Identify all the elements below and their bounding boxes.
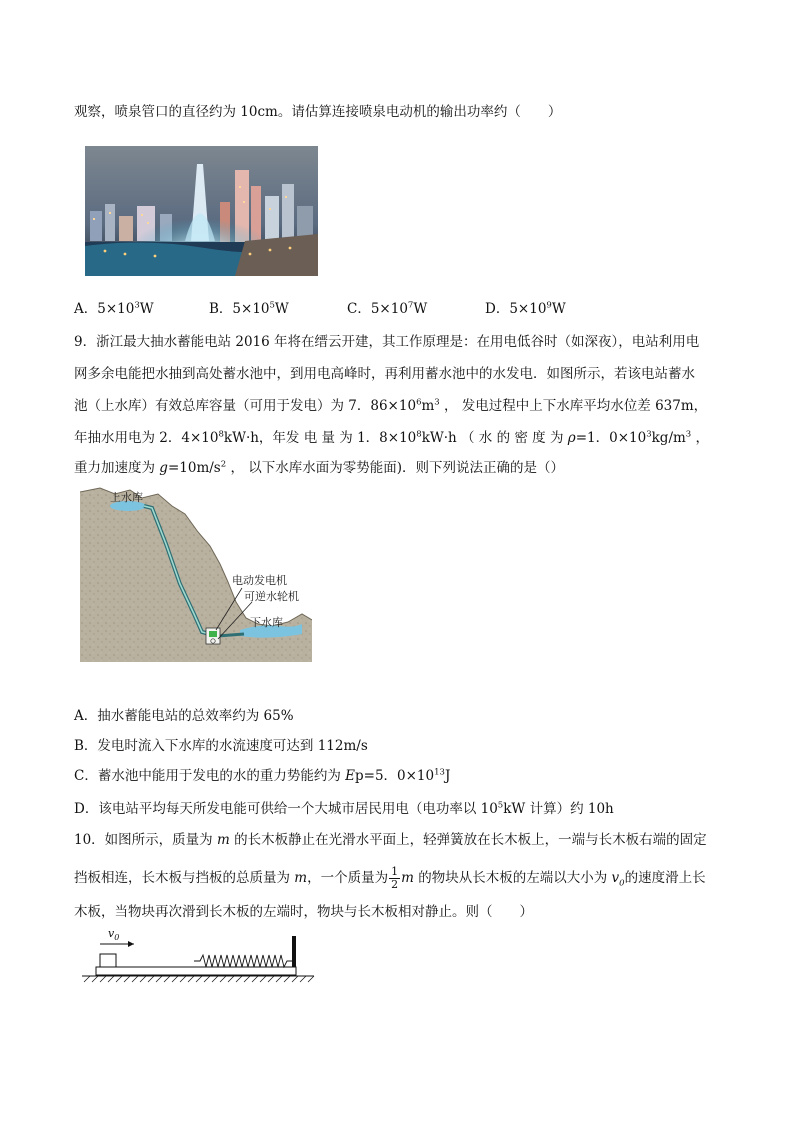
q8-option-c[interactable]: C．$5\times 10^7W$ (347, 300, 428, 317)
q9-option-a[interactable]: A．抽水蓄能电站的总效率约为 65% (74, 708, 294, 724)
q9-option-d[interactable]: D．该电站平均每天所发电能可供给一个大城市居民用电（电功率以 $10^5kW$ 计算）约 10h (74, 800, 614, 817)
q9-stem-line-2: 网多余电能把水抽到高处蓄水池中，到用电高峰时，再利用蓄水池中的水发电．如图所示，若该电站蓄水 (74, 366, 695, 382)
velocity-label: $v_0$ (108, 927, 120, 943)
motor-generator-label: 电动发电机 (232, 574, 287, 587)
reversible-turbine-label: 可逆水轮机 (244, 590, 299, 603)
q9-stem-line-5: 重力加速度为 $g=10m/s^2$ ， 以下水库水面为零势能面)．则下列说法正确的是（） (74, 459, 565, 476)
q8-option-a[interactable]: A．$5\times 10^3W$ (74, 300, 154, 317)
pumped-storage-diagram (80, 484, 312, 662)
q9-stem-line-3: 池（上水库）有效总库容量（可用于发电）为 7．$86\times 10^6m^3$ ， 发电过程中上下水库平均水位差 637m， (74, 397, 708, 414)
lower-reservoir-label: 下水库 (250, 616, 283, 629)
spring-board-diagram (78, 926, 318, 986)
q10-stem-line-1: 10．如图所示，质量为 m 的长木板静止在光滑水平面上，轻弹簧放在长木板上，一端与长木板右端的固定 (74, 832, 707, 848)
q9-stem-line-4: 年抽水用电为 2．$4\times 10^8kW\cdot h$，年发 电 量 为 1．$8\times 10^8kW\cdot h$ （ 水 的 密 度 为 ρ=1．$0\times 10^3kg/m^3$ ， (74, 429, 710, 446)
upper-reservoir-label: 上水库 (110, 491, 143, 504)
q9-option-c[interactable]: C．蓄水池中能用于发电的水的重力势能约为 Ep=5．$0\times 10^{13}J$ (74, 767, 451, 784)
q9-stem-line-1: 9．浙江最大抽水蓄能电站 2016 年将在缙云开建，其工作原理是：在用电低谷时（如深夜），电站利用电 (74, 334, 700, 350)
fountain-photo (85, 146, 318, 276)
q8-option-b[interactable]: B．$5\times 10^5W$ (209, 300, 289, 317)
q10-stem-line-3: 木板，当物块再次滑到长木板的左端时，物块与长木板相对静止。则（ ） (74, 904, 533, 920)
q8-stem-line: 观察，喷泉管口的直径约为 10cm。请估算连接喷泉电动机的输出功率约（ ） (74, 104, 562, 120)
q8-option-d[interactable]: D．$5\times 10^9W$ (485, 300, 566, 317)
one-half-fraction: $\frac{1}{2}$ (391, 865, 399, 891)
q9-option-b[interactable]: B．发电时流入下水库的水流速度可达到 112m/s (74, 738, 368, 754)
q10-stem-line-2: 挡板相连，长木板与挡板的总质量为 m，一个质量为 $\frac{1}{2}$ m 的物块从长木板的左端以大小为 $v_0$的速度滑上长 (74, 865, 706, 891)
